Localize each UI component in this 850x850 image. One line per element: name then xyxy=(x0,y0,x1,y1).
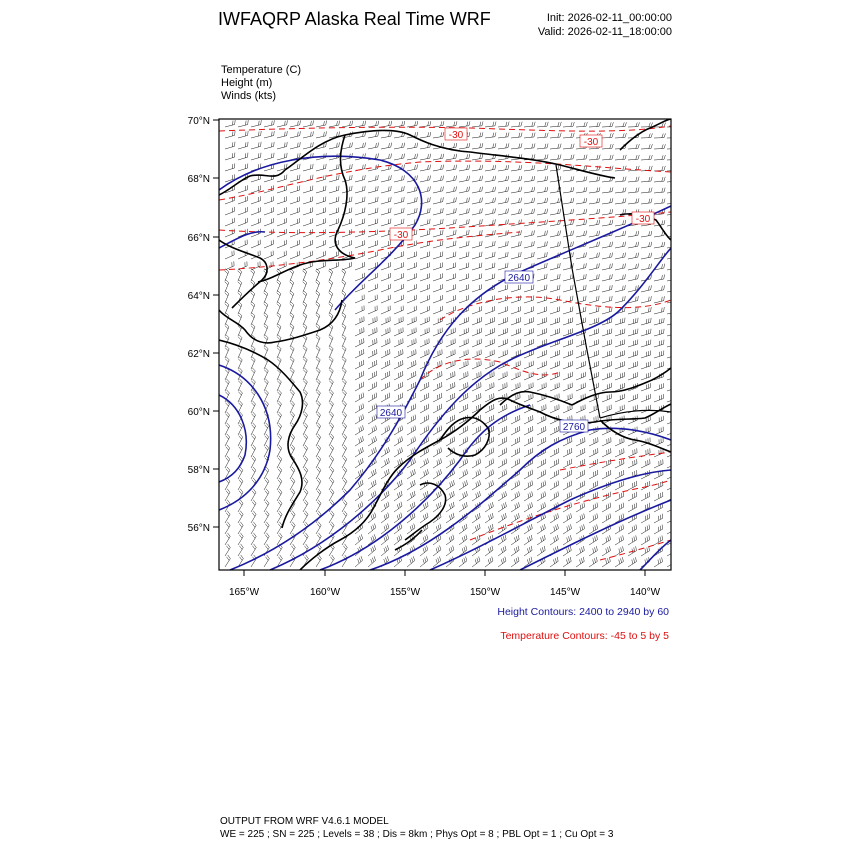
lon-axis xyxy=(244,570,645,576)
wind-barb-feather xyxy=(673,559,674,563)
lon-label: 150°W xyxy=(469,587,501,598)
temperature-contour-legend: Temperature Contours: -45 to 5 by 5 xyxy=(500,630,669,642)
wind-barb-feather xyxy=(672,319,673,323)
wind-barb-feather xyxy=(675,155,676,159)
wind-barb-feather xyxy=(675,297,676,301)
lon-label: 160°W xyxy=(309,587,341,598)
wind-barb-feather xyxy=(677,220,678,224)
lat-axis xyxy=(213,120,219,527)
wind-barb-feather xyxy=(675,525,676,529)
wind-barb-feather xyxy=(677,188,678,192)
lat-label: 62°N xyxy=(187,349,210,360)
wind-barb-feather xyxy=(675,286,676,290)
wind-barb-feather xyxy=(677,307,678,311)
wind-barb-feather xyxy=(677,144,678,148)
wind-barb-feather xyxy=(675,188,676,192)
lat-labels xyxy=(188,116,210,534)
field-label-height: Height (m) xyxy=(221,77,273,89)
wind-barb-feather xyxy=(673,548,674,552)
wind-barb-feather xyxy=(675,557,676,561)
lat-label: 60°N xyxy=(187,407,210,418)
wind-barb-feather xyxy=(677,253,678,257)
wind-barb-feather xyxy=(675,514,676,518)
wind-barb-feather xyxy=(675,231,676,235)
temperature-contour-label: -30 xyxy=(448,130,464,141)
wind-barb-feather xyxy=(673,515,674,519)
wind-barb-feather xyxy=(677,199,678,203)
wind-barb-feather xyxy=(675,134,677,138)
lon-label: 145°W xyxy=(549,587,581,598)
wind-barb-feather xyxy=(675,123,677,127)
lon-labels xyxy=(229,587,661,598)
temperature-contour-label: -30 xyxy=(393,230,409,241)
wind-barb-feather xyxy=(675,199,676,203)
wind-barb-feather xyxy=(675,221,676,225)
wind-barb-feather xyxy=(677,242,678,246)
wind-barb-feather xyxy=(675,177,676,181)
wind-barb-feather xyxy=(677,177,678,181)
height-contour-label: 2640 xyxy=(379,408,403,419)
wind-barb-feather xyxy=(677,166,678,170)
lat-label: 70°N xyxy=(187,116,210,127)
wind-barb-feather xyxy=(677,123,679,127)
wind-barb-feather xyxy=(675,275,676,279)
wind-barb-feather xyxy=(675,210,676,214)
temperature-contour-label: -30 xyxy=(635,214,651,225)
lat-label: 68°N xyxy=(187,174,210,185)
field-label-temperature: Temperature (C) xyxy=(221,64,302,76)
wind-barb-feather xyxy=(675,536,676,540)
wind-barb-feather xyxy=(677,285,678,289)
wind-barb-feather xyxy=(675,319,676,323)
temperature-contour-label: -30 xyxy=(583,137,599,148)
wind-barb-feather xyxy=(675,264,676,268)
lon-label: 165°W xyxy=(228,587,260,598)
height-contour-label: 2640 xyxy=(507,273,531,284)
lat-label: 58°N xyxy=(187,465,210,476)
wind-barb-feather xyxy=(677,155,678,159)
valid-time: Valid: 2026-02-11_18:00:00 xyxy=(537,26,672,38)
wind-barb-feather xyxy=(677,231,678,235)
lon-label: 140°W xyxy=(629,587,661,598)
wind-barb-feather xyxy=(675,166,676,170)
wind-barb-feather xyxy=(675,253,676,257)
wind-barb-feather xyxy=(677,209,678,213)
chart-title: IWFAQRP Alaska Real Time WRF xyxy=(218,9,491,29)
height-contour-label: 2760 xyxy=(562,422,586,433)
wind-barb-feather xyxy=(675,546,676,550)
wind-barb-feather xyxy=(675,144,676,148)
wind-barb-feather xyxy=(673,526,674,530)
init-time: Init: 2026-02-11_00:00:00 xyxy=(546,12,672,24)
height-contour-legend: Height Contours: 2400 to 2940 by 60 xyxy=(497,606,669,618)
wind-barb-feather xyxy=(677,275,678,279)
model-footer-line2: WE = 225 ; SN = 225 ; Levels = 38 ; Dis = 8km ; Phys Opt = 8 ; PBL Opt = 1 ; Cu Opt = 3 xyxy=(220,829,614,840)
field-label-winds: Winds (kts) xyxy=(221,90,276,102)
wind-barb-feather xyxy=(673,537,674,541)
wind-barb-feather xyxy=(677,318,678,322)
lat-label: 66°N xyxy=(187,233,210,244)
lat-label: 64°N xyxy=(187,291,210,302)
wind-barb-feather xyxy=(677,296,678,300)
lat-label: 56°N xyxy=(187,523,210,534)
wind-barb-feather xyxy=(675,242,676,246)
wind-barb-feather xyxy=(677,134,679,138)
wind-barb-feather xyxy=(677,264,678,268)
lon-label: 155°W xyxy=(389,587,421,598)
model-footer-line1: OUTPUT FROM WRF V4.6.1 MODEL xyxy=(220,816,389,827)
wind-barb-feather xyxy=(675,308,676,312)
